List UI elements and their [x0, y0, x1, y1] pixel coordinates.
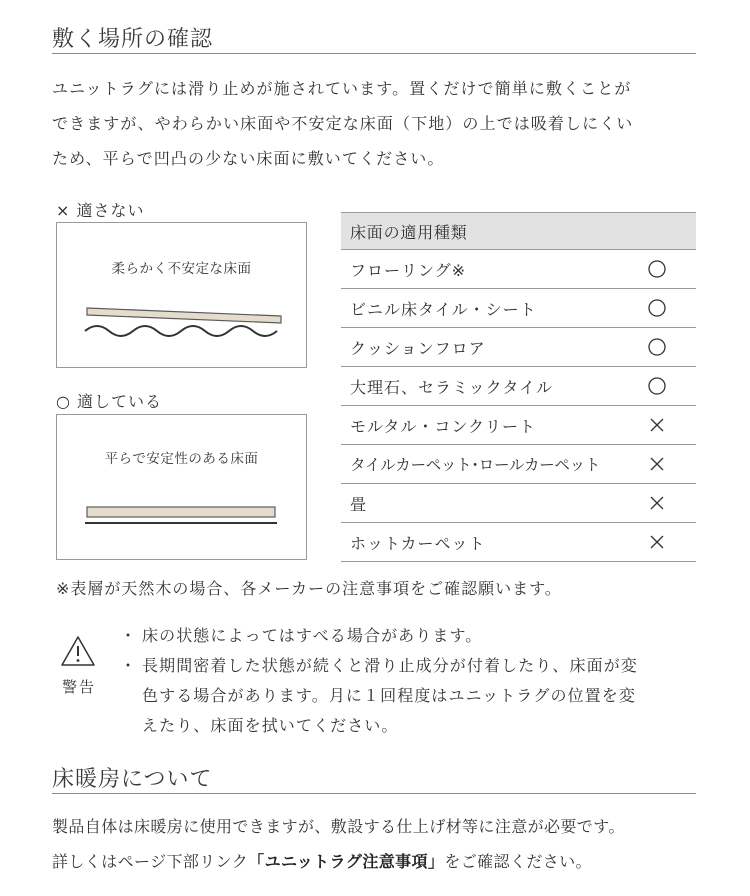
floor-type-name: 畳 [350, 494, 368, 514]
table-row [341, 250, 696, 289]
floor-type-name: フローリング※ [350, 260, 467, 280]
table-row [341, 367, 696, 406]
flat-board [87, 507, 275, 517]
table-row [341, 289, 696, 328]
unsuitable-cross-icon [647, 454, 667, 474]
floor-heating-description [52, 809, 702, 879]
warning-line: 長期間密着した状態が続くと滑り止成分が付着したり、床面が変 [142, 656, 638, 675]
table-row [341, 328, 696, 367]
unsuitable-floor-illustration [56, 222, 307, 368]
floor-type-name: 大理石、セラミックタイル [350, 377, 554, 397]
suitable-circle-icon [647, 337, 667, 357]
paragraph-line: できますが、やわらかい床面や不安定な床面（下地）の上では吸着しにくい [52, 114, 634, 133]
floor-type-name: クッションフロア [350, 338, 486, 358]
table-row [341, 406, 696, 445]
unsuitable-cross-icon [647, 493, 667, 513]
floor-type-name: タイルカーペット･ロールカーペット [350, 456, 601, 474]
floor-type-table [341, 212, 696, 562]
flat-floor-diagram [57, 415, 308, 561]
paragraph-line: ユニットラグには滑り止めが施されています。置くだけで簡単に敷くことが [52, 79, 632, 98]
paragraph-text: 詳しくはページ下部リンク [52, 852, 249, 871]
suitable-floor-illustration [56, 414, 307, 560]
bullet: ・ [120, 656, 138, 675]
warning-line: 色する場合があります。月に１回程度はユニットラグの位置を変 [142, 686, 636, 705]
suitable-circle-icon [647, 259, 667, 279]
tilted-board [87, 308, 281, 323]
warning-item [120, 651, 638, 741]
warning-list [120, 621, 638, 741]
bullet: ・ [120, 626, 138, 645]
paragraph-line: ため、平らで凹凸の少ない床面に敷いてください。 [52, 149, 445, 168]
floor-type-name: ビニル床タイル・シート [350, 299, 537, 319]
unsuitable-caption: × 適さない [56, 201, 145, 220]
warning-triangle-icon [60, 635, 96, 667]
suitable-caption: ○ 適している [56, 392, 163, 411]
suitable-circle-icon [647, 298, 667, 318]
table-row [341, 523, 696, 562]
section-divider [52, 53, 696, 54]
unsuitable-cross-icon [647, 532, 667, 552]
paragraph-line: 製品自体は床暖房に使用できますが、敷設する仕上げ材等に注意が必要です。 [52, 817, 625, 836]
table-row [341, 484, 696, 523]
paragraph-line [52, 844, 702, 879]
soft-floor-diagram [57, 223, 308, 369]
unsuitable-floor-label: 柔らかく不安定な床面 [111, 261, 252, 277]
table-header: 床面の適用種類 [341, 212, 696, 250]
warning-line: 床の状態によってはすべる場合があります。 [142, 626, 483, 645]
wavy-soft-floor [85, 326, 277, 336]
unsuitable-cross-icon [647, 415, 667, 435]
warning-line: えたり、床面を拭いてください。 [142, 716, 399, 735]
suitable-circle-icon [647, 376, 667, 396]
paragraph-text: をご確認ください。 [444, 852, 592, 871]
suitable-floor-label: 平らで安定性のある床面 [104, 451, 259, 467]
floor-type-name: ホットカーペット [350, 533, 486, 553]
warning-label: 警告 [62, 678, 97, 696]
section-title-floor-heating: 床暖房について [52, 767, 213, 792]
table-row [341, 445, 696, 484]
section-title-placement: 敷く場所の確認 [52, 27, 214, 52]
caution-link[interactable]: 「ユニットラグ注意事項」 [248, 852, 445, 871]
warning-item [120, 621, 638, 651]
floor-type-name: モルタル・コンクリート [350, 416, 537, 436]
placement-description [52, 71, 702, 176]
section-divider [52, 793, 696, 794]
natural-wood-note: ※表層が天然木の場合、各メーカーの注意事項をご確認願います。 [56, 579, 562, 598]
